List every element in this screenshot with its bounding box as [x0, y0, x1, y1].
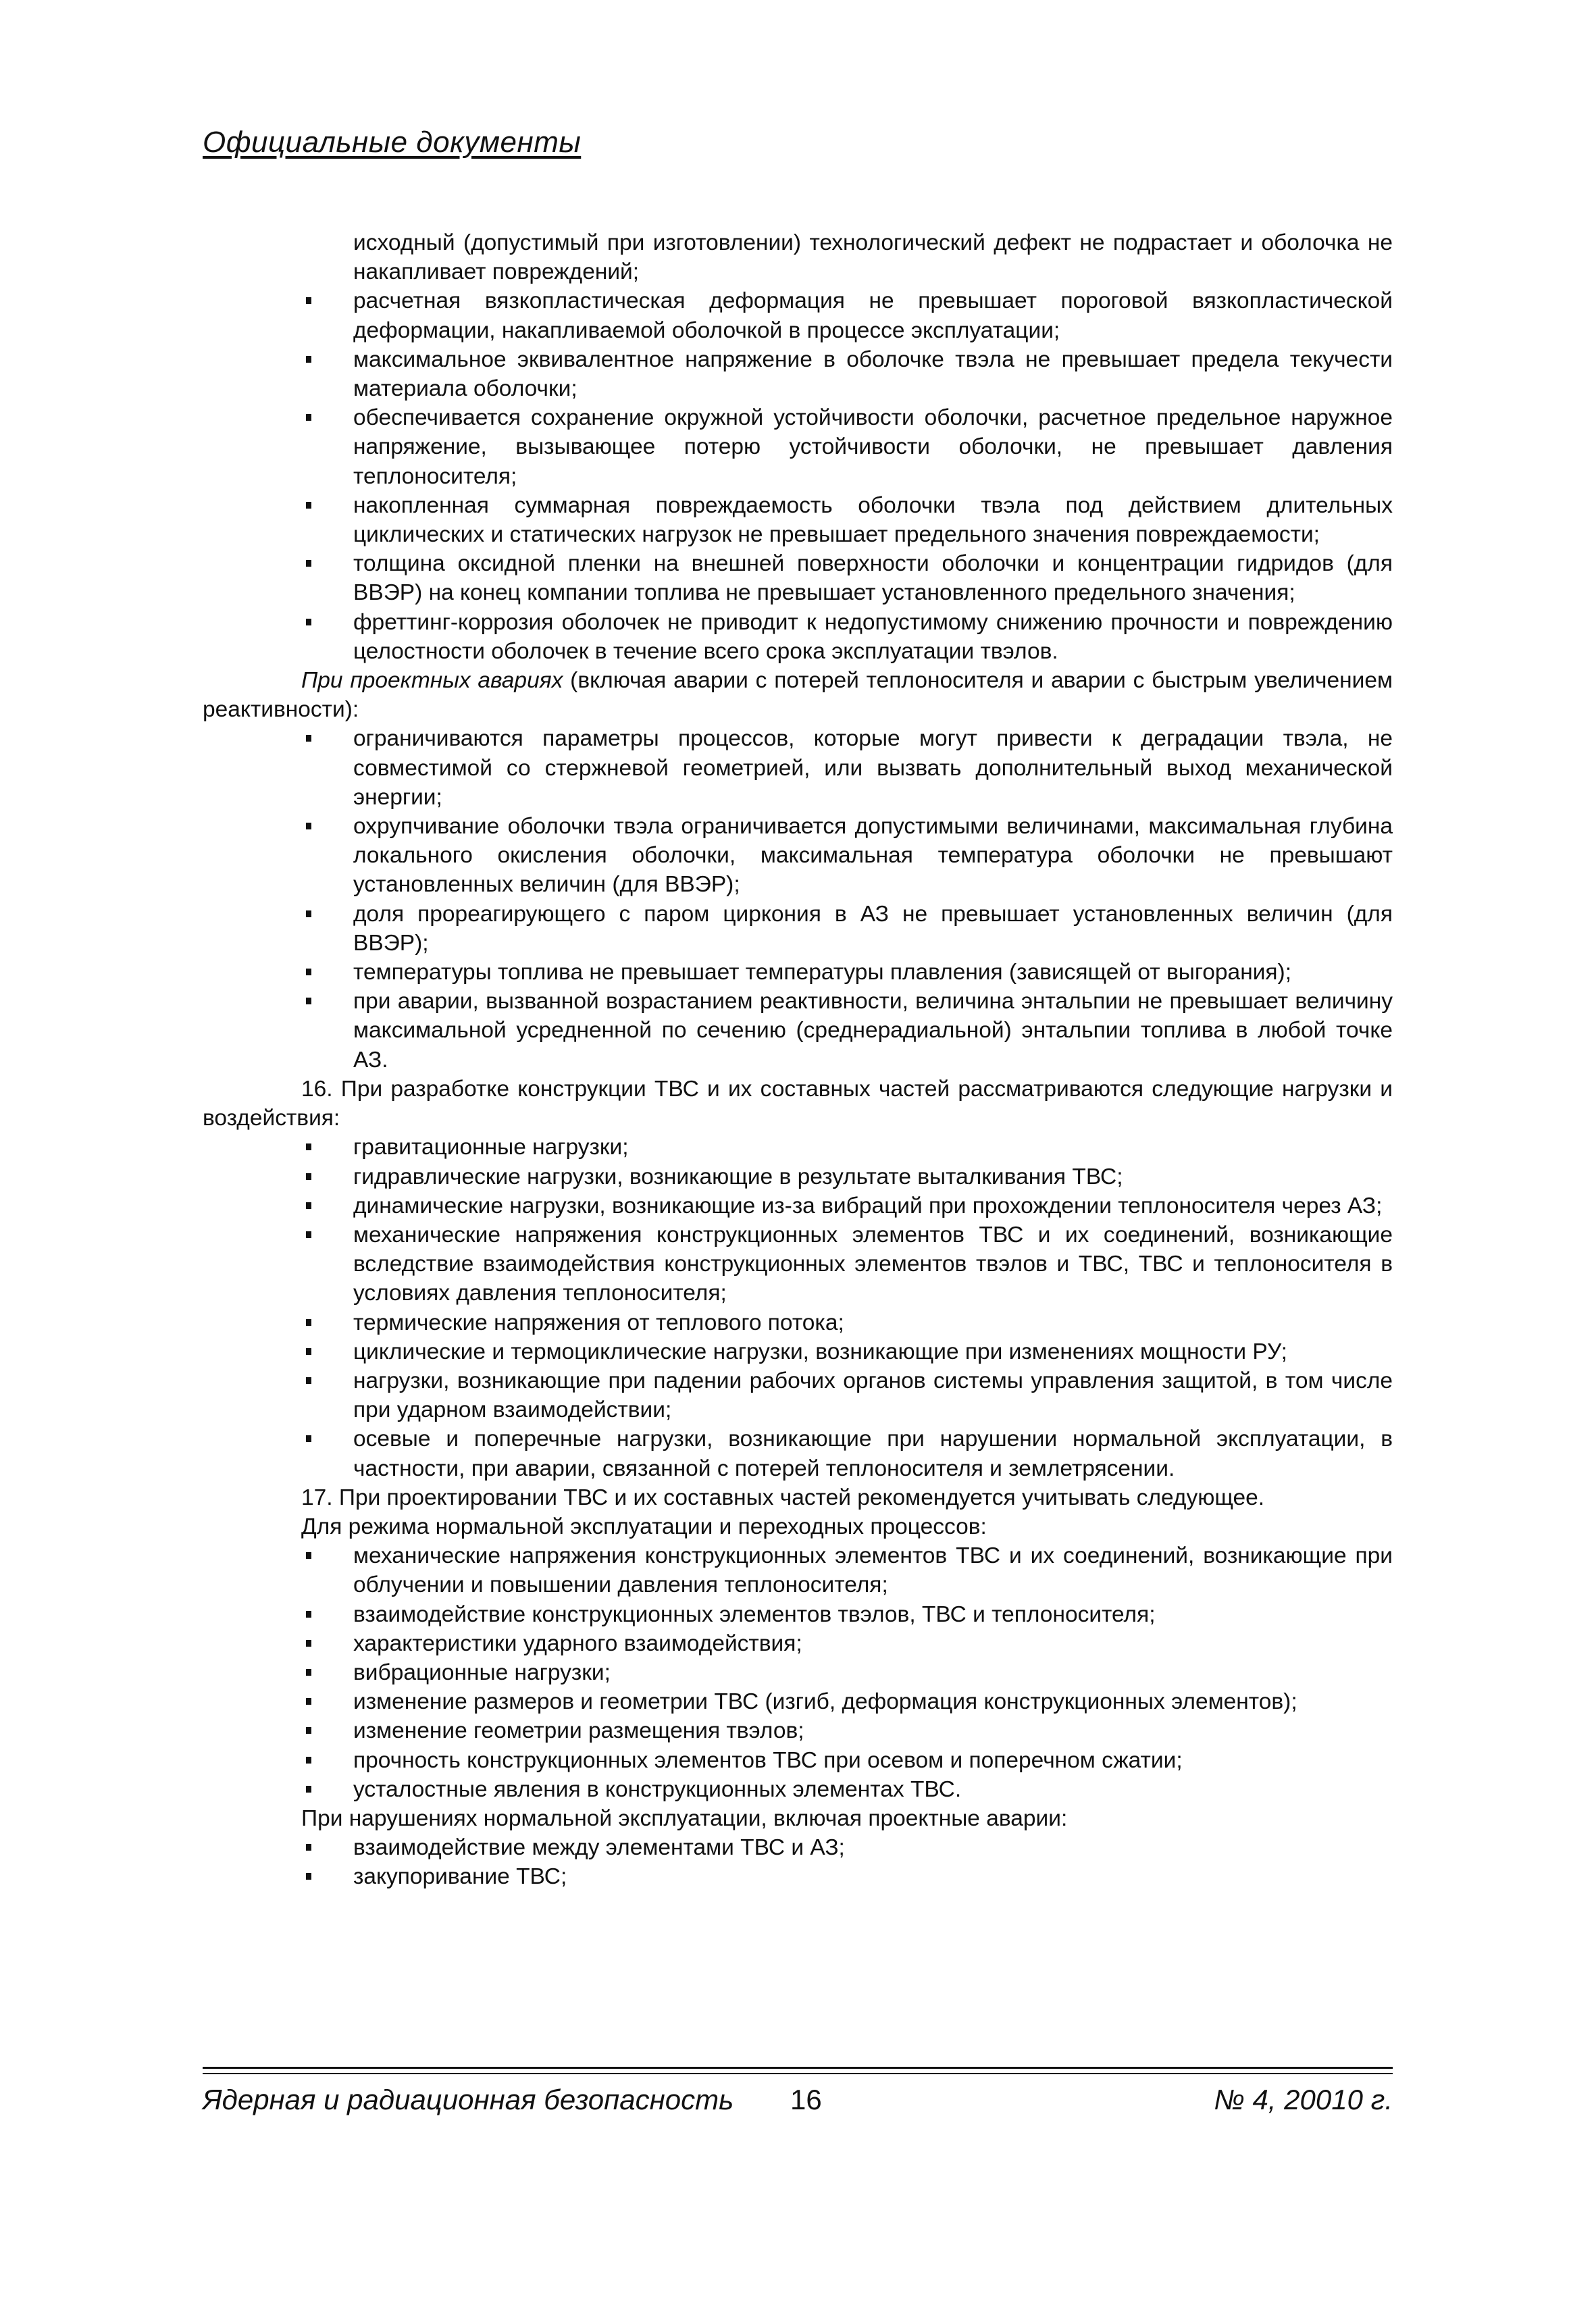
page-footer [203, 2084, 1393, 2124]
journal-title: Ядерная и радиационная безопасность [203, 2084, 734, 2115]
list-item: динамические нагрузки, возникающие из-за вибраций при прохождении теплоносителя через АЗ; [353, 1191, 1393, 1220]
list-item: максимальное эквивалентное напряжение в оболочке твэла не превышает предела текучести материала оболочки; [353, 345, 1393, 403]
normal-operation-list [203, 286, 1393, 666]
list-item: механические напряжения конструкционных элементов ТВС и их соединений, возникающие при облучении и повышении давления теплоносителя; [353, 1541, 1393, 1599]
list-item: механические напряжения конструкционных элементов ТВС и их соединений, возникающие вследствие взаимодействия конструкционных элементов твэлов и ТВС, ТВС и теплоносителя в условиях давления теплоносителя; [353, 1220, 1393, 1308]
list-item: расчетная вязкопластическая деформация не превышает пороговой вязкопластической деформации, накапливаемой оболочкой в процессе эксплуатации; [353, 286, 1393, 344]
footer-rule [203, 2067, 1393, 2069]
list-item: обеспечивается сохранение окружной устойчивости оболочки, расчетное предельное наружное напряжение, вызывающее потерю устойчивости оболочки, не превышает давления теплоносителя; [353, 403, 1393, 491]
list-item: охрупчивание оболочки твэла ограничивается допустимыми величинами, максимальная глубина локального окисления оболочки, максимальная температура оболочки не превышают установленных величин (для ВВЭР); [353, 812, 1393, 900]
section-17-paragraph: 17. При проектировании ТВС и их составных частей рекомендуется учитывать следующее. [301, 1485, 1265, 1510]
list-item: прочность конструкционных элементов ТВС при осевом и поперечном сжатии; [353, 1746, 1393, 1775]
list-item: доля прореагирующего с паром циркония в АЗ не превышает установленных величин (для ВВЭР); [353, 900, 1393, 958]
accident-intro-rest: (включая аварии с потерей теплоносителя и аварии с быстрым увеличением реактивности): [203, 668, 1393, 723]
accident-intro-paragraph [203, 666, 1393, 724]
list-item: при аварии, вызванной возрастанием реактивности, величина энтальпии не превышает величину максимальной усредненной по сечению (среднерадиальной) энтальпии топлива в любой точке АЗ. [353, 987, 1393, 1075]
section-17-normal-list [203, 1541, 1393, 1804]
running-head: Официальные документы [203, 126, 582, 159]
issue-number: № 4, 20010 г. [1214, 2084, 1393, 2115]
intro-continuation: исходный (допустимый при изготовлении) технологический дефект не подрастает и оболочка не накапливает повреждений; [353, 230, 1393, 285]
list-item: характеристики ударного взаимодействия; [353, 1629, 1393, 1658]
list-item: нагрузки, возникающие при падении рабочих органов системы управления защитой, в том числе при ударном взаимодействии; [353, 1366, 1393, 1424]
list-item: осевые и поперечные нагрузки, возникающие при нарушении нормальной эксплуатации, в частности, при аварии, связанной с потерей теплоносителя и землетрясении. [353, 1424, 1393, 1483]
list-item: закупоривание ТВС; [353, 1862, 1393, 1891]
accident-list [203, 724, 1393, 1074]
section-17-violation-intro: При нарушениях нормальной эксплуатации, включая проектные аварии: [301, 1805, 1068, 1831]
list-item: циклические и термоциклические нагрузки, возникающие при изменениях мощности РУ; [353, 1337, 1393, 1366]
list-item: усталостные явления в конструкционных элементах ТВС. [353, 1775, 1393, 1804]
footer-rule-thin [203, 2073, 1393, 2074]
list-item: термические напряжения от теплового потока; [353, 1308, 1393, 1337]
accident-intro-italic: При проектных авариях [301, 668, 563, 694]
section-17-violation-list [203, 1833, 1393, 1891]
list-item: фреттинг-коррозия оболочек не приводит к недопустимому снижению прочности и повреждению целостности оболочек в течение всего срока эксплуатации твэлов. [353, 608, 1393, 666]
section-16-list [203, 1133, 1393, 1483]
section-16-paragraph: 16. При разработке конструкции ТВС и их составных частей рассматриваются следующие нагрузки и воздействия: [203, 1076, 1393, 1131]
page-number: 16 [790, 2084, 822, 2115]
list-item: вибрационные нагрузки; [353, 1658, 1393, 1687]
list-item: гравитационные нагрузки; [353, 1133, 1393, 1162]
list-item: изменение размеров и геометрии ТВС (изгиб, деформация конструкционных элементов); [353, 1687, 1393, 1716]
section-17-normal-intro: Для режима нормальной эксплуатации и переходных процессов: [301, 1514, 987, 1539]
page-body [203, 228, 1393, 1892]
list-item: гидравлические нагрузки, возникающие в результате выталкивания ТВС; [353, 1162, 1393, 1191]
list-item: взаимодействие конструкционных элементов твэлов, ТВС и теплоносителя; [353, 1600, 1393, 1629]
list-item: изменение геометрии размещения твэлов; [353, 1716, 1393, 1745]
list-item: накопленная суммарная повреждаемость оболочки твэла под действием длительных циклических и статических нагрузок не превышает предельного значения повреждаемости; [353, 491, 1393, 549]
list-item: ограничиваются параметры процессов, которые могут привести к деградации твэла, не совместимой со стержневой геометрией, или вызвать дополнительный выход механической энергии; [353, 724, 1393, 812]
list-item: взаимодействие между элементами ТВС и АЗ; [353, 1833, 1393, 1862]
list-item: температуры топлива не превышает температуры плавления (зависящей от выгорания); [353, 958, 1393, 987]
list-item: толщина оксидной пленки на внешней поверхности оболочки и концентрации гидридов (для ВВЭР) на конец компании топлива не превышает установленного предельного значения; [353, 549, 1393, 607]
